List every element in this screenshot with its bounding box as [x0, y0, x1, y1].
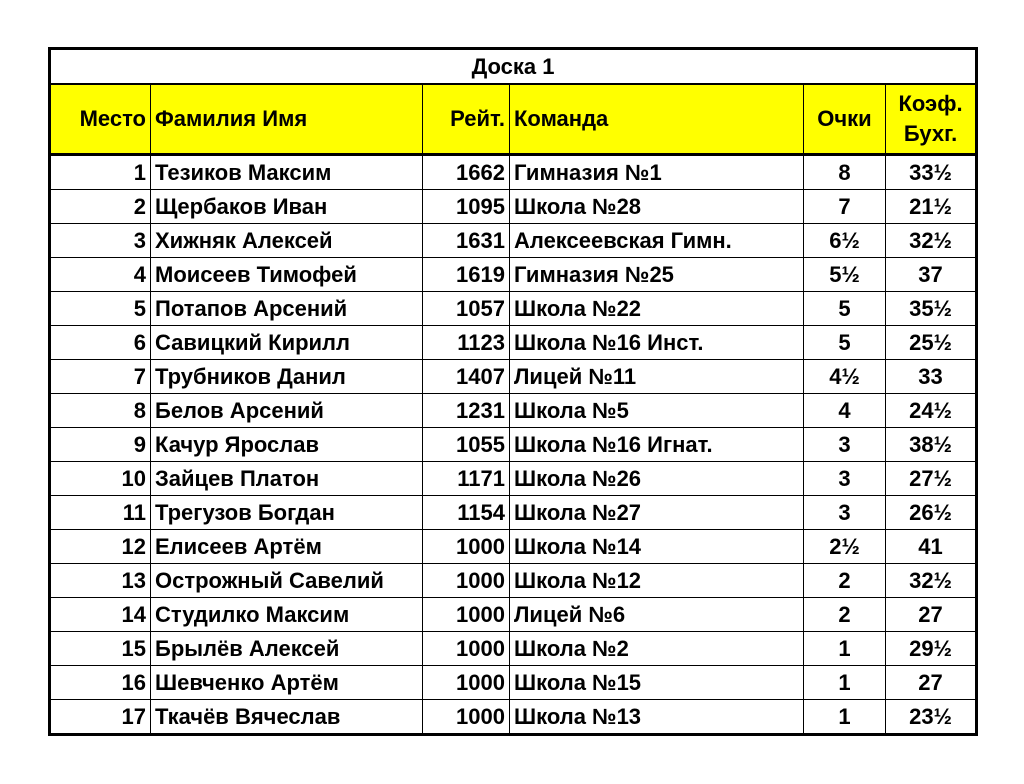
cell-place: 11 [50, 496, 151, 530]
cell-name: Трегузов Богдан [151, 496, 423, 530]
cell-rating: 1000 [423, 564, 510, 598]
cell-points: 7 [804, 190, 886, 224]
title-row [50, 49, 977, 85]
cell-coefficient: 35½ [886, 292, 977, 326]
header-rating: Рейт. [423, 84, 510, 155]
cell-coefficient: 27 [886, 598, 977, 632]
cell-name: Потапов Арсений [151, 292, 423, 326]
cell-place: 12 [50, 530, 151, 564]
header-coefficient [886, 84, 977, 155]
cell-name: Щербаков Иван [151, 190, 423, 224]
cell-points: 4½ [804, 360, 886, 394]
cell-coefficient: 33 [886, 360, 977, 394]
cell-place: 16 [50, 666, 151, 700]
cell-name: Тезиков Максим [151, 155, 423, 190]
cell-coefficient: 37 [886, 258, 977, 292]
table-row [50, 530, 977, 564]
table-row [50, 428, 977, 462]
header-team: Команда [510, 84, 804, 155]
table-row [50, 462, 977, 496]
header-place: Место [50, 84, 151, 155]
cell-coefficient: 27 [886, 666, 977, 700]
cell-rating: 1057 [423, 292, 510, 326]
cell-coefficient: 33½ [886, 155, 977, 190]
cell-team: Школа №28 [510, 190, 804, 224]
cell-place: 13 [50, 564, 151, 598]
cell-points: 2 [804, 564, 886, 598]
cell-place: 7 [50, 360, 151, 394]
cell-place: 1 [50, 155, 151, 190]
cell-coefficient: 38½ [886, 428, 977, 462]
cell-points: 3 [804, 496, 886, 530]
cell-rating: 1631 [423, 224, 510, 258]
cell-name: Ткачёв Вячеслав [151, 700, 423, 735]
cell-team: Школа №13 [510, 700, 804, 735]
cell-coefficient: 24½ [886, 394, 977, 428]
cell-place: 8 [50, 394, 151, 428]
cell-points: 3 [804, 462, 886, 496]
cell-rating: 1000 [423, 700, 510, 735]
cell-coefficient: 32½ [886, 224, 977, 258]
cell-place: 5 [50, 292, 151, 326]
cell-name: Качур Ярослав [151, 428, 423, 462]
cell-rating: 1231 [423, 394, 510, 428]
cell-team: Школа №16 Игнат. [510, 428, 804, 462]
cell-place: 15 [50, 632, 151, 666]
table-row [50, 666, 977, 700]
table-row [50, 360, 977, 394]
cell-points: 5½ [804, 258, 886, 292]
cell-coefficient: 27½ [886, 462, 977, 496]
cell-place: 3 [50, 224, 151, 258]
cell-points: 8 [804, 155, 886, 190]
cell-place: 10 [50, 462, 151, 496]
table-row [50, 190, 977, 224]
cell-team: Гимназия №1 [510, 155, 804, 190]
cell-points: 1 [804, 632, 886, 666]
cell-team: Лицей №11 [510, 360, 804, 394]
cell-team: Алексеевская Гимн. [510, 224, 804, 258]
cell-name: Савицкий Кирилл [151, 326, 423, 360]
table-row [50, 155, 977, 190]
cell-rating: 1123 [423, 326, 510, 360]
table-row [50, 564, 977, 598]
cell-team: Школа №15 [510, 666, 804, 700]
table-row [50, 224, 977, 258]
header-coefficient-line1: Коэф. [898, 91, 963, 117]
cell-points: 2½ [804, 530, 886, 564]
table-row [50, 632, 977, 666]
header-coefficient-line2: Бухг. [903, 121, 958, 146]
standings-sheet [48, 47, 975, 736]
table-row [50, 496, 977, 530]
cell-team: Школа №14 [510, 530, 804, 564]
header-name: Фамилия Имя [151, 84, 423, 155]
cell-rating: 1154 [423, 496, 510, 530]
cell-coefficient: 32½ [886, 564, 977, 598]
cell-name: Елисеев Артём [151, 530, 423, 564]
cell-coefficient: 29½ [886, 632, 977, 666]
cell-name: Брылёв Алексей [151, 632, 423, 666]
cell-rating: 1000 [423, 666, 510, 700]
cell-rating: 1095 [423, 190, 510, 224]
table-row [50, 700, 977, 735]
cell-place: 2 [50, 190, 151, 224]
cell-name: Студилко Максим [151, 598, 423, 632]
cell-points: 4 [804, 394, 886, 428]
header-row [50, 84, 977, 155]
cell-rating: 1662 [423, 155, 510, 190]
cell-team: Школа №26 [510, 462, 804, 496]
cell-points: 5 [804, 292, 886, 326]
cell-team: Гимназия №25 [510, 258, 804, 292]
cell-name: Хижняк Алексей [151, 224, 423, 258]
cell-rating: 1055 [423, 428, 510, 462]
cell-points: 5 [804, 326, 886, 360]
cell-points: 6½ [804, 224, 886, 258]
cell-rating: 1407 [423, 360, 510, 394]
header-points: Очки [804, 84, 886, 155]
cell-team: Школа №27 [510, 496, 804, 530]
table-row [50, 598, 977, 632]
cell-coefficient: 26½ [886, 496, 977, 530]
cell-points: 1 [804, 700, 886, 735]
cell-place: 6 [50, 326, 151, 360]
cell-name: Белов Арсений [151, 394, 423, 428]
cell-points: 2 [804, 598, 886, 632]
cell-place: 4 [50, 258, 151, 292]
table-row [50, 292, 977, 326]
cell-place: 17 [50, 700, 151, 735]
cell-rating: 1000 [423, 530, 510, 564]
board-title: Доска 1 [50, 49, 977, 85]
cell-points: 3 [804, 428, 886, 462]
cell-name: Зайцев Платон [151, 462, 423, 496]
cell-coefficient: 41 [886, 530, 977, 564]
cell-points: 1 [804, 666, 886, 700]
cell-coefficient: 25½ [886, 326, 977, 360]
cell-rating: 1171 [423, 462, 510, 496]
cell-team: Школа №22 [510, 292, 804, 326]
cell-team: Школа №12 [510, 564, 804, 598]
cell-coefficient: 23½ [886, 700, 977, 735]
cell-place: 9 [50, 428, 151, 462]
standings-table [48, 47, 978, 736]
cell-name: Моисеев Тимофей [151, 258, 423, 292]
cell-name: Острожный Савелий [151, 564, 423, 598]
table-row [50, 258, 977, 292]
cell-name: Трубников Данил [151, 360, 423, 394]
cell-coefficient: 21½ [886, 190, 977, 224]
cell-rating: 1000 [423, 632, 510, 666]
cell-team: Школа №5 [510, 394, 804, 428]
cell-team: Лицей №6 [510, 598, 804, 632]
table-body [50, 155, 977, 735]
cell-rating: 1619 [423, 258, 510, 292]
table-row [50, 394, 977, 428]
table-row [50, 326, 977, 360]
cell-team: Школа №2 [510, 632, 804, 666]
cell-rating: 1000 [423, 598, 510, 632]
cell-team: Школа №16 Инст. [510, 326, 804, 360]
cell-place: 14 [50, 598, 151, 632]
cell-name: Шевченко Артём [151, 666, 423, 700]
